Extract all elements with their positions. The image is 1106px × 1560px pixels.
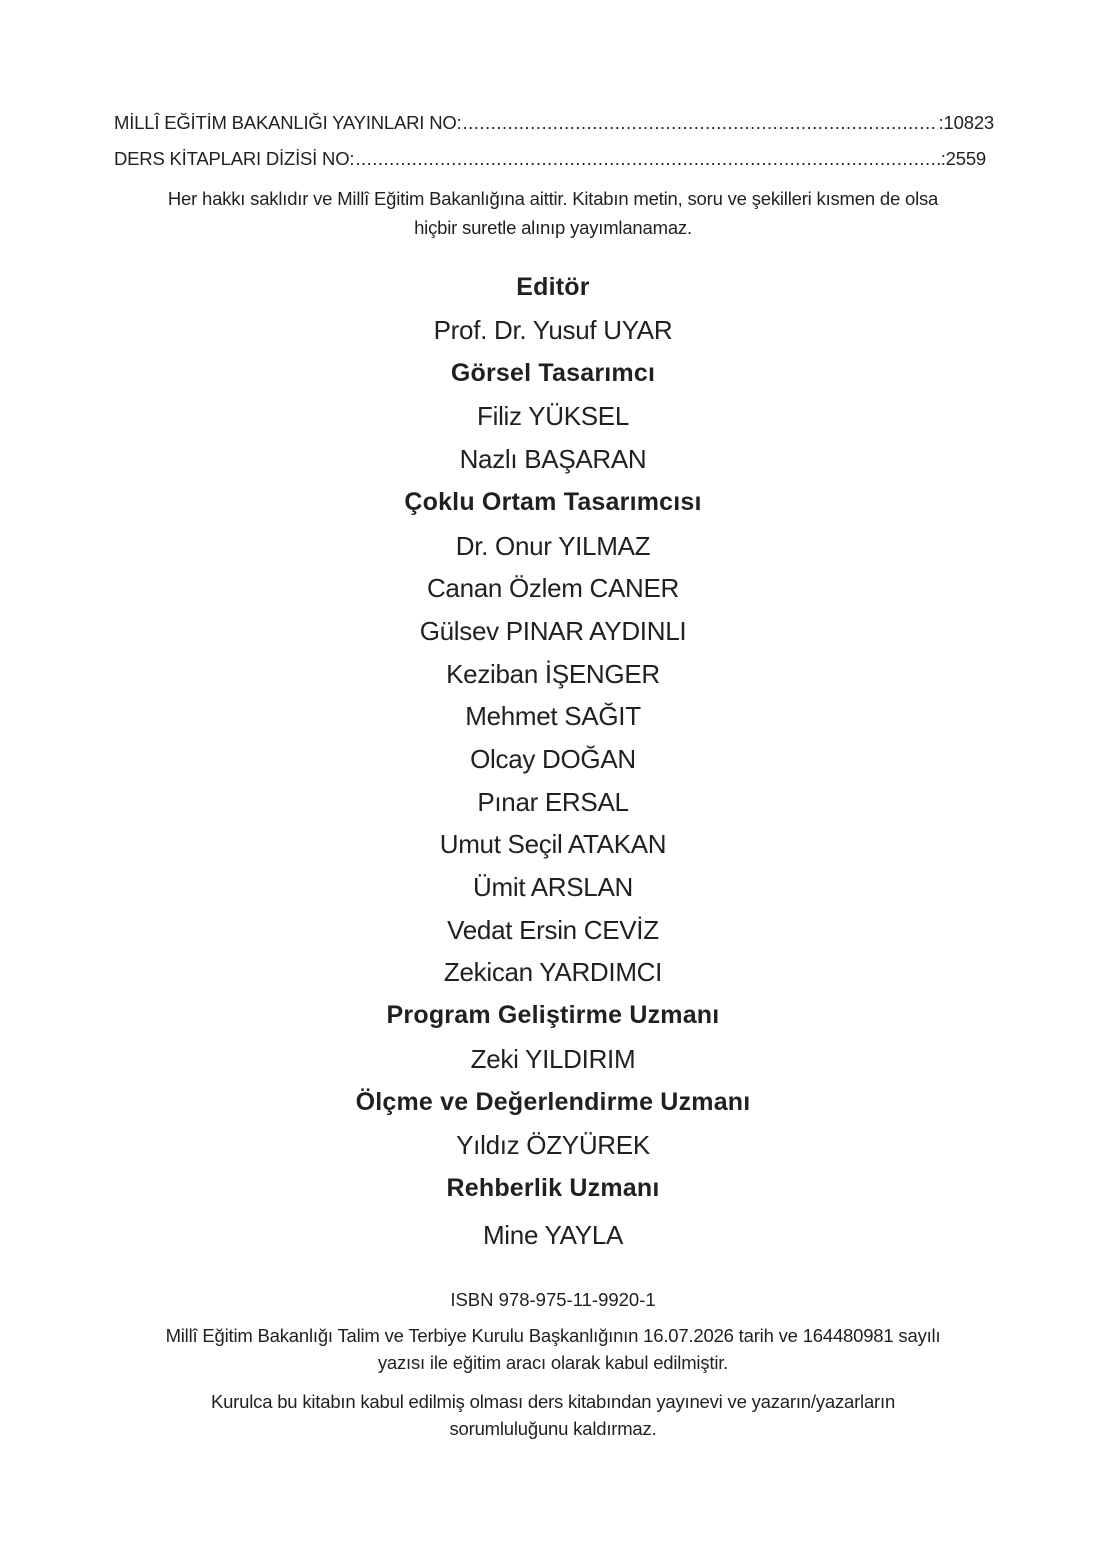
program-development-heading: Program Geliştirme Uzmanı	[386, 1001, 720, 1029]
guidance-name: Mine YAYLA	[482, 1220, 624, 1250]
assessment-heading: Ölçme ve Değerlendirme Uzmanı	[355, 1088, 751, 1116]
dot-leader	[355, 148, 939, 170]
multimedia-designer-name: Canan Özlem CANER	[426, 573, 680, 603]
copyright-notice-line-1: Her hakkı saklıdır ve Millî Eğitim Bakanlığına aittir. Kitabın metin, soru ve şekilleri kısmen de olsa	[167, 188, 939, 209]
series-number-label: MİLLÎ EĞİTİM BAKANLIĞI YAYINLARI NO:	[114, 112, 462, 133]
editor-name: Prof. Dr. Yusuf UYAR	[433, 315, 673, 345]
disclaimer-line-1: Kurulca bu kitabın kabul edilmiş olması ders kitabından yayınevi ve yazarın/yazarların	[210, 1391, 896, 1412]
dot-leader	[462, 112, 937, 134]
multimedia-designer-heading: Çoklu Ortam Tasarımcısı	[404, 488, 702, 516]
approval-line-1: Millî Eğitim Bakanlığı Talim ve Terbiye Kurulu Başkanlığının 16.07.2026 tarih ve 164480981 sayılı	[165, 1325, 941, 1346]
textbook-series-value: :2559	[940, 148, 986, 169]
guidance-heading: Rehberlik Uzmanı	[446, 1174, 660, 1202]
multimedia-designer-name: Ümit ARSLAN	[473, 872, 633, 902]
visual-designer-name: Filiz YÜKSEL	[477, 401, 629, 431]
program-development-name: Zeki YILDIRIM	[470, 1044, 636, 1074]
textbook-series-label: DERS KİTAPLARI DİZİSİ NO:	[114, 148, 355, 169]
series-number-row	[114, 110, 994, 134]
textbook-series-row	[114, 146, 986, 170]
multimedia-designer-name: Umut Seçil ATAKAN	[439, 829, 667, 859]
approval-line-2: yazısı ile eğitim aracı olarak kabul edilmiştir.	[377, 1352, 729, 1373]
editor-heading: Editör	[516, 273, 590, 301]
assessment-name: Yıldız ÖZYÜREK	[456, 1130, 650, 1160]
multimedia-designer-name: Keziban İŞENGER	[446, 659, 660, 689]
copyright-notice-line-2: hiçbir suretle alınıp yayımlanamaz.	[414, 217, 692, 238]
disclaimer-line-2: sorumluluğunu kaldırmaz.	[449, 1418, 657, 1439]
multimedia-designer-name: Mehmet SAĞIT	[465, 701, 641, 731]
multimedia-designer-name: Gülsev PINAR AYDINLI	[419, 616, 687, 646]
multimedia-designer-name: Vedat Ersin CEVİZ	[447, 915, 659, 945]
multimedia-designer-name: Pınar ERSAL	[477, 787, 629, 817]
multimedia-designer-name: Zekican YARDIMCI	[443, 957, 663, 987]
visual-designer-name: Nazlı BAŞARAN	[459, 444, 647, 474]
isbn-number: ISBN 978-975-11-9920-1	[450, 1289, 656, 1310]
series-number-value: :10823	[938, 112, 994, 133]
multimedia-designer-name: Dr. Onur YILMAZ	[455, 531, 651, 561]
visual-designer-heading: Görsel Tasarımcı	[450, 359, 656, 387]
multimedia-designer-name: Olcay DOĞAN	[470, 744, 636, 774]
